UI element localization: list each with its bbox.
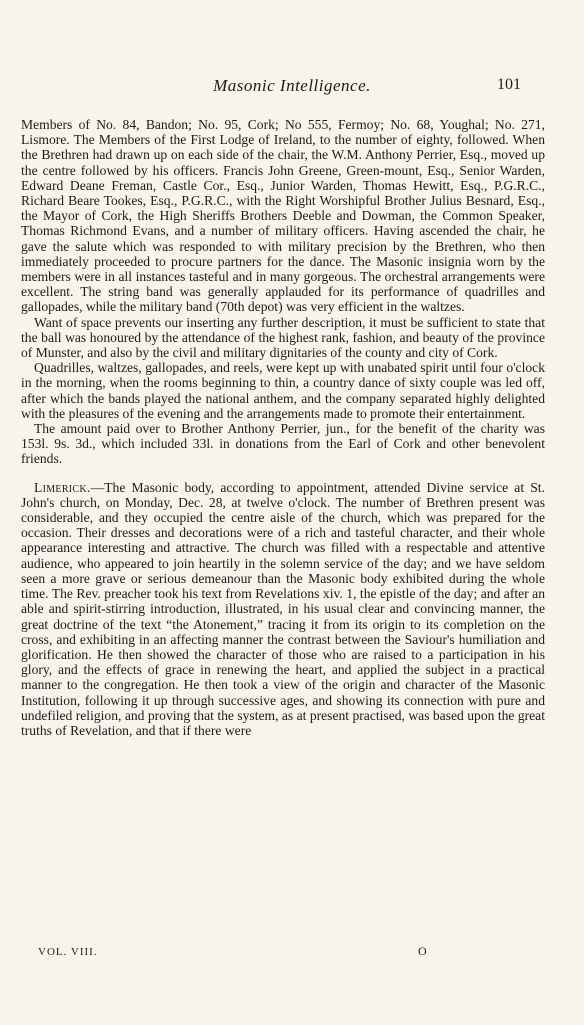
page-number: 101: [497, 76, 521, 93]
paragraph-dances: Quadrilles, waltzes, gallopades, and reels, were kept up with unabated spirit until four o'clock in the morning, when the rooms beginning to thin, a country dance of sixty couple was led off, after which the bands played the national anthem, and the company separated highly delighted with the pleasures of the evening and the arrangements made to promote their entertainment.: [21, 360, 545, 421]
volume-label: VOL. VIII.: [38, 946, 98, 958]
section-lead-limerick: Limerick.: [34, 479, 91, 495]
paragraph-charity: The amount paid over to Brother Anthony Perrier, jun., for the benefit of the charity was 153l. 9s. 3d., which included 33l. in donations from the Earl of Cork and other benevolent friends.: [21, 421, 545, 467]
paragraph-limerick: [21, 480, 545, 738]
running-title: Masonic Intelligence.: [213, 76, 371, 95]
signature-mark: O: [418, 944, 427, 958]
paragraph-attendance: Want of space prevents our inserting any further description, it must be sufficient to state that the ball was honoured by the attendance of the highest rank, fashion, and beauty of the province of Munster, and also by the civil and military dignitaries of the county and city of Cork.: [21, 314, 545, 361]
paragraph-ball-procession: Members of No. 84, Bandon; No. 95, Cork; No 555, Fermoy; No. 68, Youghal; No. 271, Lismore. The Members of the First Lodge of Ireland, to the number of eighty, followed. When the Brethren had drawn up on each side of the chair, the W.M. Anthony Perrier, Esq., moved up the centre followed by his officers. Francis John Greene, Green-mount, Esq., Senior Warden, Edward Deane Freman, Castle Cor., Esq., Junior Warden, Thomas Hewitt, Esq., P.G.R.C., Richard Beare Tookes, Esq., P.G.R.C., with the Right Worshipful Brother Julius Besnard, Esq., the Mayor of Cork, the High Sheriffs Brothers Deeble and Dowman, the Common Speaker, Thomas Richmond Evans, and a number of military officers. Having ascended the chair, he gave the salute which was responded to with military precision by the Brethren, who then immediately proceeded to procure partners for the dance. The Masonic insignia worn by the members were in all instances tasteful and in many gorgeous. The orchestral arrangements were excellent. The string band was generally applauded for its performance of quadrilles and gallopades, while the military band (70th depot) was very efficient in the waltzes.: [21, 117, 545, 315]
paragraph-limerick-text: —The Masonic body, according to appointment, attended Divine service at St. John's church, on Monday, Dec. 28, at twelve o'clock. The number of Brethren present was considerable, and they occupied the centre aisle of the church, which was prepared for the occasion. Their dresses and decorations were of a rich and tasteful character, and their whole appearance interesting and attractive. The church was filled with a respectable and attentive audience, who appeared to join heartily in the solemn service of the day; and we have seldom seen a more grave or serious demeanour than the Masonic body exhibited during the whole time. The Rev. preacher took his text from Revelations xiv. 1, the epistle of the day; and after an able and spirit-stirring introduction, illustrated, in his usual clear and convincing manner, the great doctrine of the text “the Atonement,” tracing it from its origin to its completion on the cross, and exhibiting in an affecting manner the contrast between the Saviour's humiliation and glorification. He then showed the character of those who are raised to a participation in his glory, and the effects of grace in renewing the heart, and applied the subject in a practical manner to the congregation. He then took a view of the origin and character of the Masonic Institution, following it up through successive ages, and showing its connection with pure and undefiled religion, and proving that the system, as at present practised, was based upon the great truths of Revelation, and that if there were: [21, 479, 545, 738]
article-body: [21, 117, 545, 738]
